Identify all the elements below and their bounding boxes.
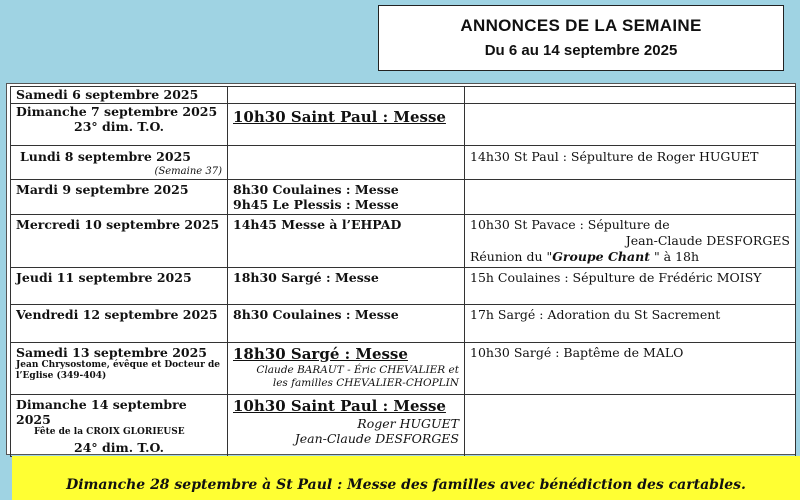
mass-cell — [228, 146, 465, 180]
day-cell: Dimanche 7 septembre 2025 23° dim. T.O. — [11, 104, 228, 146]
mass-cell — [228, 87, 465, 104]
table-row — [11, 146, 796, 180]
event-cell: 14h30 St Paul : Sépulture de Roger HUGUET — [465, 146, 796, 180]
table-row — [11, 87, 796, 104]
day-cell: Dimanche 14 septembre 2025 Fête de la CROIX GLORIEUSE 24° dim. T.O. — [11, 395, 228, 457]
day-cell: Mardi 9 septembre 2025 — [11, 180, 228, 215]
mass-cell: 10h30 Saint Paul : Messe — [228, 104, 465, 146]
mass-cell: 14h45 Messe à l’EHPAD — [228, 215, 465, 268]
mass-cell: 18h30 Sargé : Messe Claude BARAUT - Éric CHEVALIER et les familles CHEVALIER-CHOPLIN — [228, 343, 465, 395]
schedule-sheet — [6, 83, 796, 455]
day-cell: Samedi 13 septembre 2025 Jean Chrysostome, évêque et Docteur de l’Eglise (349-404) — [11, 343, 228, 395]
event-cell — [465, 87, 796, 104]
table-row — [11, 215, 796, 268]
day-cell: Vendredi 12 septembre 2025 — [11, 305, 228, 343]
table-row — [11, 180, 796, 215]
title-box — [378, 5, 784, 71]
event-cell: 15h Coulaines : Sépulture de Frédéric MOISY — [465, 268, 796, 305]
mass-cell: 10h30 Saint Paul : Messe Roger HUGUET Jean-Claude DESFORGES — [228, 395, 465, 457]
mass-cell: 8h30 Coulaines : Messe 9h45 Le Plessis : Messe — [228, 180, 465, 215]
table-row — [11, 268, 796, 305]
table-row — [11, 343, 796, 395]
mass-cell: 8h30 Coulaines : Messe — [228, 305, 465, 343]
page-subtitle: Du 6 au 14 septembre 2025 — [484, 42, 678, 59]
day-cell: Samedi 6 septembre 2025 — [11, 87, 228, 104]
event-cell: 10h30 St Pavace : Sépulture de Jean-Claude DESFORGES Réunion du "Groupe Chant " à 18h — [465, 215, 796, 268]
event-cell — [465, 180, 796, 215]
mass-cell: 18h30 Sargé : Messe — [228, 268, 465, 305]
table-row — [11, 395, 796, 457]
schedule-table — [10, 86, 796, 457]
day-cell: Lundi 8 septembre 2025 (Semaine 37) — [11, 146, 228, 180]
banner-text: Dimanche 28 septembre à St Paul : Messe des familles avec bénédiction des cartables. — [66, 477, 746, 493]
table-row — [11, 104, 796, 146]
event-cell: 10h30 Sargé : Baptême de MALO — [465, 343, 796, 395]
table-row — [11, 305, 796, 343]
day-cell: Jeudi 11 septembre 2025 — [11, 268, 228, 305]
event-cell — [465, 395, 796, 457]
event-cell — [465, 104, 796, 146]
day-cell: Mercredi 10 septembre 2025 — [11, 215, 228, 268]
page-title: ANNONCES DE LA SEMAINE — [460, 16, 702, 35]
announcement-banner — [12, 456, 800, 500]
event-cell: 17h Sargé : Adoration du St Sacrement — [465, 305, 796, 343]
